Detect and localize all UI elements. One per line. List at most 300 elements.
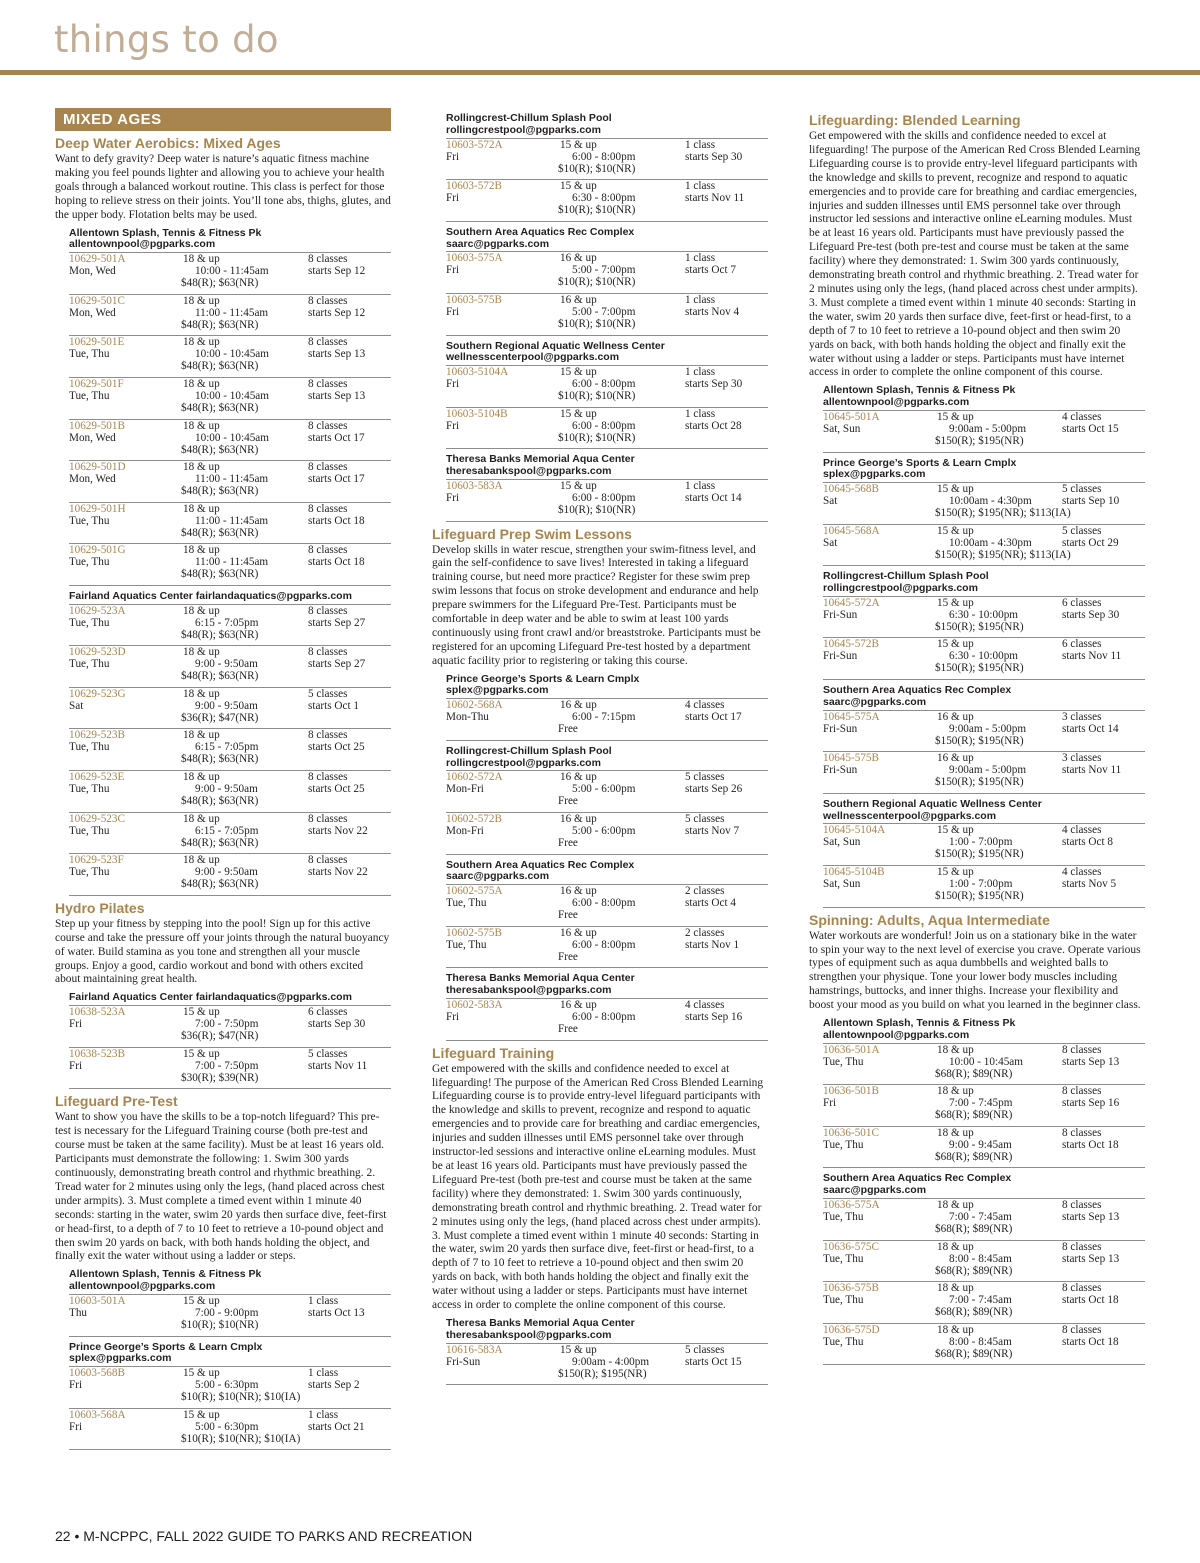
session-row [823, 1199, 1145, 1241]
start-date: starts Oct 18 [1062, 1138, 1119, 1151]
course-title: Lifeguard Pre-Test [55, 1093, 178, 1110]
course-code: 10629-523C [69, 812, 125, 825]
session-days: Fri [69, 1420, 83, 1433]
session-row [446, 699, 768, 741]
class-count: 8 classes [308, 461, 348, 474]
session-time: 6:00 - 8:00pm [572, 419, 636, 432]
session-fee: $48(R); $63(NR) [181, 318, 259, 331]
course-title: Lifeguard Training [432, 1044, 555, 1061]
start-date: starts Oct 29 [1062, 536, 1119, 549]
session-days: Tue, Thu [69, 741, 110, 754]
class-count: 8 classes [308, 253, 348, 266]
session-days: Tue, Thu [69, 658, 110, 671]
start-date: starts Sep 27 [308, 616, 366, 629]
location-line: Southern Regional Aquatic Wellness Center [446, 339, 665, 352]
start-date: starts Sep 30 [1062, 608, 1120, 621]
start-date: starts Oct 18 [1062, 1335, 1119, 1348]
session-fee: Free [558, 950, 578, 963]
session-time: 6:15 - 7:05pm [195, 741, 259, 754]
session-days: Mon, Wed [69, 265, 116, 278]
location-header [69, 992, 391, 1006]
session-row [446, 1344, 768, 1386]
start-date: starts Nov 22 [308, 866, 368, 879]
location-line: theresabankspool@pgparks.com [446, 465, 612, 478]
start-date: starts Oct 1 [308, 699, 359, 712]
session-days: Fri-Sun [446, 1355, 481, 1368]
session-days: Thu [69, 1306, 88, 1319]
course-code: 10636-501C [823, 1126, 879, 1139]
course-code: 10636-575D [823, 1323, 880, 1336]
course-code: 10602-575A [446, 885, 503, 898]
age-range: 18 & up [183, 604, 220, 617]
start-date: starts Sep 10 [1062, 495, 1120, 508]
class-count: 1 class [308, 1408, 339, 1421]
age-range: 18 & up [183, 502, 220, 515]
start-date: starts Sep 30 [685, 378, 743, 391]
start-date: starts Nov 11 [1062, 764, 1122, 777]
location-header [446, 973, 768, 999]
session-row [69, 544, 391, 586]
start-date: starts Sep 12 [308, 306, 366, 319]
session-time: 11:00 - 11:45am [195, 556, 269, 569]
session-row [823, 411, 1145, 453]
session-fee: $68(R); $89(NR) [935, 1347, 1013, 1360]
start-date: starts Oct 28 [685, 419, 742, 432]
class-count: 1 class [685, 138, 716, 151]
session-fee: $68(R); $89(NR) [935, 1306, 1013, 1319]
session-time: 1:00 - 7:00pm [949, 836, 1013, 849]
location-line: Southern Area Aquatics Rec Complex [446, 225, 635, 238]
session-fee: Free [558, 909, 578, 922]
course-title: Lifeguarding: Blended Learning [809, 112, 1021, 128]
session-row [823, 1044, 1145, 1086]
location-header [446, 341, 768, 367]
session-time: 6:00 - 8:00pm [572, 150, 636, 163]
session-fee: $68(R); $89(NR) [935, 1150, 1013, 1163]
course-code: 10645-575A [823, 710, 880, 723]
location-line: allentownpool@pgparks.com [69, 238, 216, 251]
class-count: 1 class [685, 407, 716, 420]
start-date: starts Sep 16 [1062, 1097, 1120, 1110]
location-header [823, 1173, 1145, 1199]
session-time: 7:00 - 7:50pm [195, 1059, 259, 1072]
session-time: 9:00 - 9:45am [949, 1138, 1012, 1151]
session-time: 10:00am - 4:30pm [949, 536, 1032, 549]
age-range: 18 & up [183, 646, 220, 659]
class-count: 8 classes [1062, 1043, 1102, 1056]
course-code: 10602-572B [446, 813, 502, 826]
start-date: starts Nov 11 [308, 1059, 368, 1072]
session-time: 6:00 - 8:00pm [572, 938, 636, 951]
session-days: Tue, Thu [69, 824, 110, 837]
session-time: 10:00am - 4:30pm [949, 495, 1032, 508]
session-time: 7:00 - 7:45pm [949, 1097, 1013, 1110]
session-days: Fri-Sun [823, 650, 858, 663]
session-fee: $68(R); $89(NR) [935, 1067, 1013, 1080]
age-range: 18 & up [937, 1126, 974, 1139]
location-line: Prince George’s Sports & Learn Cmplx [69, 1340, 263, 1353]
session-days: Sat [69, 699, 84, 712]
class-count: 8 classes [308, 336, 348, 349]
class-count: 6 classes [308, 1006, 348, 1019]
course-code: 10629-501E [69, 336, 125, 349]
course-code: 10602-583A [446, 999, 503, 1012]
class-count: 1 class [308, 1367, 339, 1380]
class-count: 8 classes [1062, 1199, 1102, 1212]
session-days: Sat, Sun [823, 422, 861, 435]
class-count: 8 classes [308, 771, 348, 784]
location-line: theresabankspool@pgparks.com [446, 1328, 612, 1341]
age-range: 16 & up [560, 252, 597, 265]
course-code: 10603-501A [69, 1294, 126, 1307]
start-date: starts Sep 13 [308, 389, 366, 402]
session-fee: $10(R); $10(NR) [558, 390, 636, 403]
class-count: 8 classes [308, 729, 348, 742]
session-days: Mon-Thu [446, 711, 489, 724]
session-fee: $48(R); $63(NR) [181, 277, 259, 290]
session-days: Fri [446, 264, 460, 277]
course-code: 10638-523B [69, 1047, 125, 1060]
session-days: Fri-Sun [823, 722, 858, 735]
session-row [823, 752, 1145, 794]
session-fee: $48(R); $63(NR) [181, 670, 259, 683]
course-code: 10603-5104B [446, 407, 508, 420]
location-line: allentownpool@pgparks.com [823, 1028, 970, 1041]
course-code: 10603-568A [69, 1408, 126, 1421]
start-date: starts Oct 15 [1062, 422, 1119, 435]
class-count: 1 class [308, 1294, 339, 1307]
session-time: 6:00 - 8:00pm [572, 897, 636, 910]
course-code: 10645-5104B [823, 866, 885, 879]
location-line: Prince George’s Sports & Learn Cmplx [823, 456, 1017, 469]
location-header [69, 591, 391, 605]
class-count: 8 classes [308, 854, 348, 867]
start-date: starts Nov 5 [1062, 878, 1117, 891]
location-header [446, 113, 768, 139]
location-line: wellnesscenterpool@pgparks.com [446, 351, 620, 364]
location-header [823, 458, 1145, 484]
session-days: Fri [446, 419, 460, 432]
class-count: 4 classes [685, 999, 725, 1012]
start-date: starts Sep 30 [308, 1018, 366, 1031]
session-time: 11:00 - 11:45am [195, 306, 269, 319]
session-fee: $150(R); $195(NR) [558, 1367, 647, 1380]
course-code: 10629-523B [69, 729, 125, 742]
class-count: 4 classes [1062, 410, 1102, 423]
age-range: 16 & up [937, 710, 974, 723]
age-range: 15 & up [937, 596, 974, 609]
start-date: starts Oct 13 [308, 1306, 365, 1319]
course-description: Water workouts are wonderful! Join us on a stationary bike in the water to spin your way to the next level of exercise you crave. Operate various types of equipment such as aqua dumbbells and weighted balls to strengthen your physique. Tone your lower body muscles including hamstrings, buttocks, and inner thighs. Increase your flexibility and boost your mood as you build on what you learned in the beginner class. [809, 929, 1141, 1012]
course-code: 10636-575A [823, 1199, 880, 1212]
session-fee: $150(R); $195(NR) [935, 620, 1024, 633]
session-fee: $10(R); $10(NR) [558, 503, 636, 516]
session-time: 6:00 - 7:15pm [572, 711, 636, 724]
location-header [69, 1342, 391, 1368]
age-range: 15 & up [183, 1006, 220, 1019]
session-row [69, 729, 391, 771]
session-fee: $150(R); $195(NR) [935, 434, 1024, 447]
location-header [823, 1018, 1145, 1044]
session-time: 8:00 - 8:45am [949, 1252, 1012, 1265]
location-line: Fairland Aquatics Center fairlandaquatics@pgparks.com [69, 991, 352, 1004]
session-fee: $10(R); $10(NR) [558, 276, 636, 289]
location-line: allentownpool@pgparks.com [69, 1280, 216, 1293]
start-date: starts Nov 11 [1062, 650, 1122, 663]
page-footer: 22 • M-NCPPC, FALL 2022 GUIDE TO PARKS AND RECREATION [55, 1528, 473, 1544]
course-code: 10629-523G [69, 687, 126, 700]
location-line: rollingcrestpool@pgparks.com [823, 582, 978, 595]
location-line: Fairland Aquatics Center fairlandaquatics@pgparks.com [69, 589, 352, 602]
age-range: 15 & up [560, 407, 597, 420]
session-row [69, 1048, 391, 1090]
age-range: 15 & up [560, 366, 597, 379]
session-fee: $150(R); $195(NR) [935, 662, 1024, 675]
session-days: Tue, Thu [446, 897, 487, 910]
age-range: 15 & up [560, 479, 597, 492]
session-fee: $48(R); $63(NR) [181, 753, 259, 766]
session-row [823, 866, 1145, 908]
session-time: 9:00am - 5:00pm [949, 422, 1027, 435]
session-time: 9:00am - 5:00pm [949, 722, 1027, 735]
session-fee: $150(R); $195(NR); $113(IA) [935, 507, 1071, 520]
course-code: 10645-572A [823, 596, 880, 609]
session-row [446, 366, 768, 408]
location-line: Theresa Banks Memorial Aqua Center [446, 972, 635, 985]
age-range: 16 & up [560, 699, 597, 712]
session-time: 11:00 - 11:45am [195, 473, 269, 486]
age-range: 18 & up [183, 461, 220, 474]
location-line: Allentown Splash, Tennis & Fitness Pk [69, 1268, 262, 1281]
session-days: Tue, Thu [446, 938, 487, 951]
page-header [0, 0, 1200, 80]
course-description: Get empowered with the skills and confidence needed to excel at lifeguarding! The purpose of the American Red Cross Blended Learning Lifeguarding course is to provide entry-level lifeguard participants with the knowledge and skills to prevent, recognize and respond to aquatic emergencies and to provide care for breathing and cardiac emergencies, injuries and sudden illnesses until EMS personnel take over through instructor-led sessions and interactive online eLearning modules. Must be at least 16 years old. Participants must have previously passed the Lifeguard Pre-test (both pre-test and course must be taken at the same facility) where they demonstrated: 1. Swim 300 yards continuously, demonstrating breath control and rhythmic breathing. 2. Tread water for 2 minutes using only the legs, (hand placed across chest under armpits). 3. Must complete a timed event within 1 minute 40 seconds: Starting in the water, swim 20 yards then surface dive, feet-first or head-first, to a depth of 7 to 10 feet to retrieve a 10-pound object and then swim 20 yards on back, with both hands holding the object and finally exit the water without using a ladder or steps. Participants must have internet access in order to complete the online component of this course. [432, 1062, 764, 1312]
location-line: saarc@pgparks.com [446, 237, 550, 250]
session-days: Tue, Thu [823, 1138, 864, 1151]
location-line: Southern Area Aquatics Rec Complex [823, 684, 1012, 697]
session-days: Tue, Thu [823, 1335, 864, 1348]
session-time: 6:15 - 7:05pm [195, 616, 259, 629]
session-row [823, 597, 1145, 639]
session-days: Tue, Thu [823, 1294, 864, 1307]
session-days: Tue, Thu [823, 1252, 864, 1265]
location-line: Rollingcrest-Chillum Splash Pool [446, 112, 612, 124]
age-range: 15 & up [560, 180, 597, 193]
session-fee: $48(R); $63(NR) [181, 568, 259, 581]
session-fee: $10(R); $10(NR) [558, 162, 636, 175]
start-date: starts Nov 11 [685, 192, 745, 205]
location-header [446, 860, 768, 886]
age-range: 16 & up [560, 926, 597, 939]
location-line: Theresa Banks Memorial Aqua Center [446, 1316, 635, 1329]
session-row [446, 885, 768, 927]
class-count: 2 classes [685, 926, 725, 939]
class-count: 5 classes [1062, 483, 1102, 496]
session-days: Fri-Sun [823, 608, 858, 621]
course-title: Hydro Pilates [55, 899, 145, 916]
location-line: Rollingcrest-Chillum Splash Pool [446, 744, 612, 757]
course-code: 10603-572B [446, 180, 502, 193]
start-date: starts Sep 2 [308, 1379, 360, 1392]
age-range: 18 & up [183, 729, 220, 742]
start-date: starts Oct 8 [1062, 836, 1113, 849]
class-count: 8 classes [308, 646, 348, 659]
course-code: 10645-5104A [823, 824, 886, 837]
session-fee: $68(R); $89(NR) [935, 1109, 1013, 1122]
session-days: Mon-Fri [446, 825, 484, 838]
start-date: starts Oct 25 [308, 741, 365, 754]
class-count: 3 classes [1062, 710, 1102, 723]
course-code: 10629-501G [69, 544, 126, 557]
session-fee: $30(R); $39(NR) [181, 1071, 259, 1084]
session-days: Tue, Thu [69, 556, 110, 569]
start-date: starts Sep 26 [685, 783, 743, 796]
course-code: 10629-501H [69, 502, 126, 515]
session-row [446, 252, 768, 294]
session-row [69, 854, 391, 896]
course-code: 10603-5104A [446, 366, 509, 379]
age-range: 18 & up [937, 1240, 974, 1253]
class-count: 2 classes [685, 885, 725, 898]
class-count: 8 classes [1062, 1240, 1102, 1253]
session-time: 5:00 - 7:00pm [572, 305, 636, 318]
section-title: things to do [54, 18, 279, 61]
start-date: starts Sep 13 [1062, 1252, 1120, 1265]
session-row [69, 378, 391, 420]
session-row [69, 688, 391, 730]
course-code: 10636-501A [823, 1043, 880, 1056]
session-fee: $10(R); $10(NR) [181, 1318, 259, 1331]
session-time: 6:00 - 8:00pm [572, 491, 636, 504]
session-row [69, 813, 391, 855]
class-count: 6 classes [1062, 596, 1102, 609]
course-title: Deep Water Aerobics: Mixed Ages [55, 135, 281, 151]
session-time: 6:30 - 10:00pm [949, 650, 1018, 663]
class-count: 8 classes [308, 502, 348, 515]
session-days: Sat, Sun [823, 836, 861, 849]
class-count: 4 classes [1062, 866, 1102, 879]
course-code: 10629-501B [69, 419, 125, 432]
session-row [823, 525, 1145, 567]
location-header [446, 1318, 768, 1344]
session-row [69, 295, 391, 337]
age-range: 18 & up [937, 1199, 974, 1212]
course-description: Get empowered with the skills and confidence needed to excel at lifeguarding! The purpose of the American Red Cross Blended Learning Lifeguarding course is to provide entry-level lifeguard participants with the knowledge and skills to prevent, recognize and respond to aquatic emergencies and to provide care for breathing and cardiac emergencies, injuries and sudden illnesses until EMS personnel take over through instructor led sessions and interactive online eLearning modules. Must be at least 16 years old. Participants must have previously passed the Lifeguard Pre-test (both pre-test and course must be taken at the same facility) where they demonstrated: 1. Swim 300 yards continuously, demonstrating breath control and rhythmic breathing. 2. Tread water for 2 minutes using only the legs, (hand placed across chest under armpits). 3. Must complete a timed event within 1 minute 40 seconds: Starting in the water, swim 20 yards then surface dive, feet-first or head-first, to a depth of 7 to 10 feet to retrieve a 10-pound object and then swim 20 yards on back, with both hands holding the object and finally exit the water without using a ladder or steps. Participants must have internet access in order to complete the online component of this course. [809, 130, 1141, 379]
session-row [446, 180, 768, 222]
course-code: 10603-575A [446, 252, 503, 265]
course-code: 10603-583A [446, 479, 503, 492]
session-fee: $150(R); $195(NR) [935, 776, 1024, 789]
session-days: Fri [446, 150, 460, 163]
session-time: 5:00 - 6:30pm [195, 1420, 259, 1433]
location-line: wellnesscenterpool@pgparks.com [823, 809, 997, 822]
session-days: Tue, Thu [69, 616, 110, 629]
session-days: Fri [446, 305, 460, 318]
age-range: 16 & up [560, 813, 597, 826]
session-days: Fri [446, 378, 460, 391]
age-range: 18 & up [183, 854, 220, 867]
location-line: Southern Area Aquatics Rec Complex [446, 858, 635, 871]
session-time: 10:00 - 10:45am [949, 1055, 1023, 1068]
start-date: starts Sep 16 [685, 1011, 743, 1024]
location-line: Allentown Splash, Tennis & Fitness Pk [69, 226, 262, 239]
session-fee: $48(R); $63(NR) [181, 401, 259, 414]
course-code: 10636-575B [823, 1282, 879, 1295]
location-line: Rollingcrest-Chillum Splash Pool [823, 570, 989, 583]
start-date: starts Sep 12 [308, 265, 366, 278]
session-row [69, 336, 391, 378]
session-fee: $68(R); $89(NR) [935, 1223, 1013, 1236]
start-date: starts Oct 18 [1062, 1294, 1119, 1307]
class-count: 1 class [685, 366, 716, 379]
location-line: splex@pgparks.com [446, 684, 549, 697]
age-range: 16 & up [937, 752, 974, 765]
session-fee: Free [558, 795, 578, 808]
location-line: saarc@pgparks.com [823, 695, 927, 708]
session-time: 9:00 - 9:50am [195, 866, 258, 879]
session-row [69, 461, 391, 503]
session-days: Tue, Thu [823, 1211, 864, 1224]
session-fee: Free [558, 723, 578, 736]
location-line: Allentown Splash, Tennis & Fitness Pk [823, 1017, 1016, 1030]
class-count: 8 classes [308, 377, 348, 390]
age-range: 15 & up [560, 138, 597, 151]
age-range: 18 & up [937, 1085, 974, 1098]
session-row [69, 1295, 391, 1337]
session-days: Mon-Fri [446, 783, 484, 796]
class-count: 8 classes [1062, 1126, 1102, 1139]
start-date: starts Sep 13 [308, 348, 366, 361]
age-range: 15 & up [183, 1408, 220, 1421]
session-fee: $150(R); $195(NR) [935, 890, 1024, 903]
location-header [446, 746, 768, 772]
age-range: 18 & up [183, 544, 220, 557]
class-count: 8 classes [1062, 1323, 1102, 1336]
course-code: 10645-501A [823, 410, 880, 423]
session-row [446, 294, 768, 336]
start-date: starts Oct 4 [685, 897, 736, 910]
course-code: 10602-568A [446, 699, 503, 712]
course-code: 10603-575B [446, 293, 502, 306]
session-time: 6:30 - 10:00pm [949, 608, 1018, 621]
location-line: Prince George’s Sports & Learn Cmplx [446, 672, 640, 685]
session-row [823, 824, 1145, 866]
session-days: Mon, Wed [69, 473, 116, 486]
location-line: saarc@pgparks.com [446, 870, 550, 883]
class-count: 8 classes [1062, 1085, 1102, 1098]
session-fee: Free [558, 837, 578, 850]
location-line: splex@pgparks.com [823, 468, 926, 481]
column-2 [432, 108, 768, 1385]
age-range: 15 & up [937, 410, 974, 423]
session-row [446, 927, 768, 969]
session-days: Mon, Wed [69, 306, 116, 319]
class-count: 5 classes [308, 1047, 348, 1060]
start-date: starts Oct 15 [685, 1355, 742, 1368]
start-date: starts Nov 4 [685, 305, 740, 318]
location-line: allentownpool@pgparks.com [823, 396, 970, 409]
session-days: Fri [446, 1011, 460, 1024]
class-count: 5 classes [1062, 524, 1102, 537]
start-date: starts Oct 21 [308, 1420, 365, 1433]
session-days: Sat [823, 536, 838, 549]
course-code: 10629-523F [69, 854, 124, 867]
location-header [446, 227, 768, 253]
course-description: Step up your fitness by stepping into the pool! Sign up for this active course and take the pressure off your joints through the natural buoyancy of water. Build stamina as you tone and strengthen all your muscle groups. Enjoy a good, cardio workout and bond with others excited about maintaining great health. [55, 917, 390, 986]
course-code: 10629-523A [69, 604, 126, 617]
session-time: 10:00 - 11:45am [195, 265, 269, 278]
start-date: starts Oct 14 [685, 491, 742, 504]
